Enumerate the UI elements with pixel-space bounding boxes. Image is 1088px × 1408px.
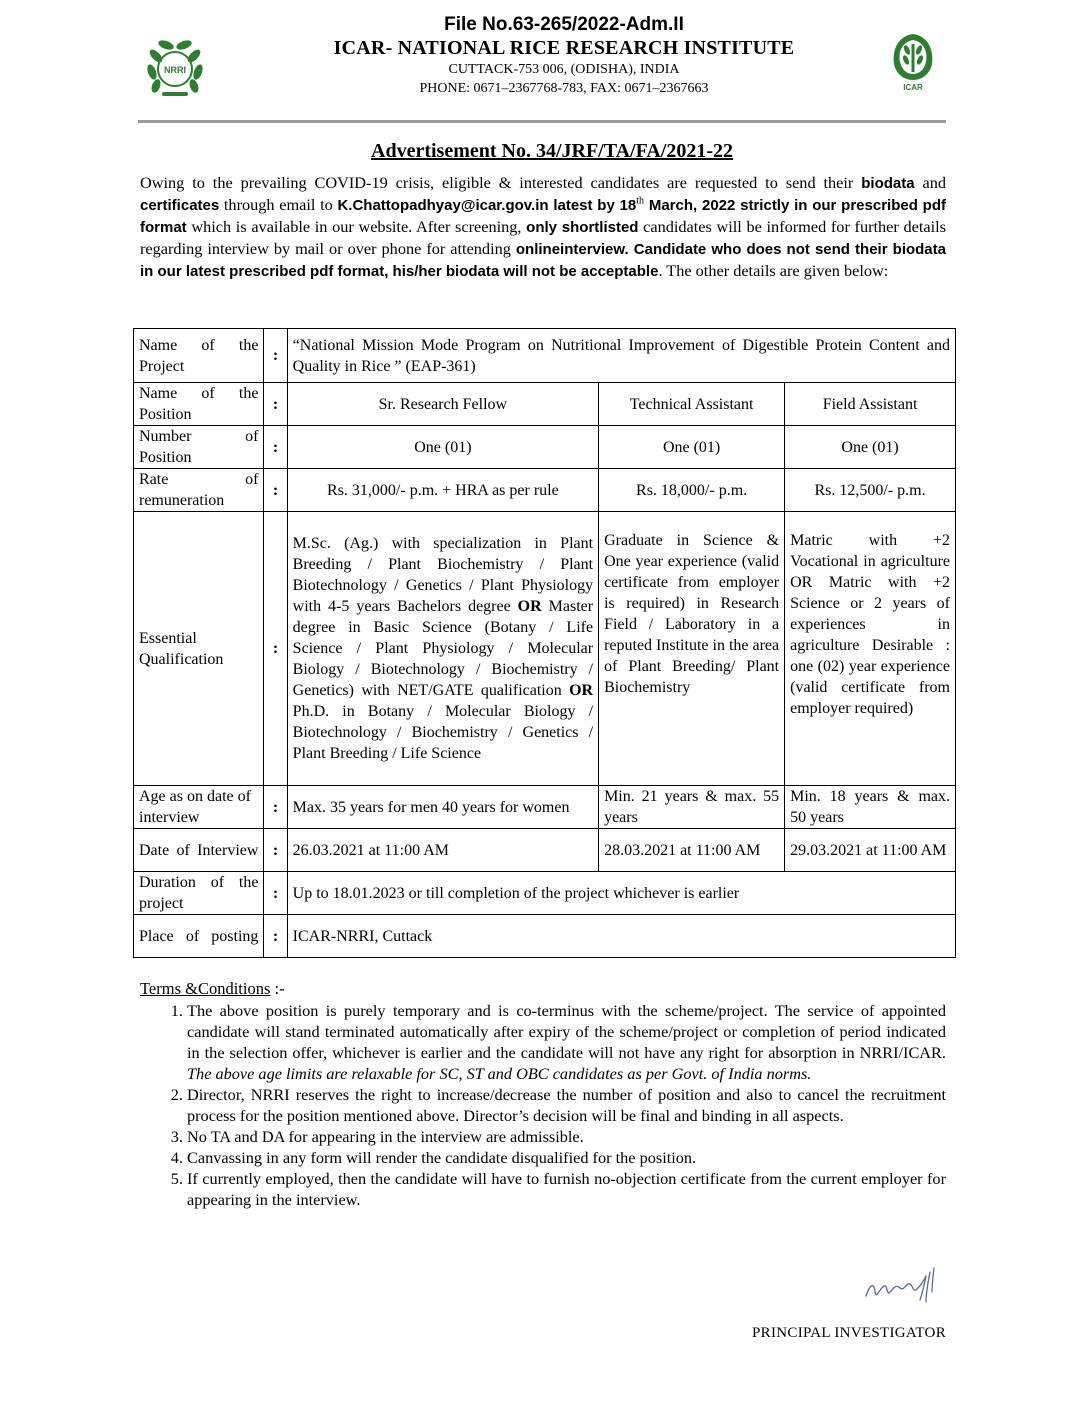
letterhead bbox=[0, 14, 1088, 98]
place-of-posting: ICAR-NRRI, Cuttack bbox=[287, 915, 955, 958]
table-row bbox=[134, 915, 956, 958]
terms-heading-text: Terms &Conditions bbox=[140, 979, 271, 998]
intro-text: candidates will be informed for further details regarding interview by mail or over phone for attending bbox=[140, 217, 946, 258]
contact-email-deadline: K.Chattopadhyay@icar.gov.in latest by 18 bbox=[337, 197, 637, 214]
position-ta: Technical Assistant bbox=[599, 383, 785, 426]
header-divider bbox=[138, 120, 946, 123]
table-row bbox=[134, 786, 956, 829]
age-fa: Min. 18 years & max. 50 years bbox=[785, 786, 956, 829]
row-colon: : bbox=[264, 512, 287, 786]
row-label-text: Age as on date of interview bbox=[139, 788, 251, 826]
intro-text: and bbox=[914, 173, 947, 192]
rate-ta: Rs. 18,000/- p.m. bbox=[599, 469, 785, 512]
term-italic-note: The above age limits are relaxable for SC, ST and OBC candidates as per Govt. of India norms. bbox=[187, 1064, 812, 1083]
qualification-text: Master degree in Basic Science (Botany / Life Science / Plant Physiology / Molecular Biology / Biotechnology / Biochemistry / Genetics) with NET/GATE qualification bbox=[292, 598, 594, 699]
qualification-text: Ph.D. in Botany / Molecular Biology / Biotechnology / Biochemistry / Genetics / Plant Breeding / Life Science bbox=[292, 703, 594, 762]
table-row bbox=[134, 383, 956, 426]
institute-address: CUTTACK-753 006, (ODISHA), INDIA bbox=[448, 62, 680, 77]
position-fa: Field Assistant bbox=[785, 383, 956, 426]
age-ta: Min. 21 years & max. 55 years bbox=[599, 786, 785, 829]
row-label: Rate of remuneration bbox=[134, 469, 264, 512]
row-label: Duration of the project bbox=[134, 872, 264, 915]
list-item: 3. No TA and DA for appearing in the interview are admissible. bbox=[187, 1126, 946, 1147]
row-label bbox=[134, 786, 264, 829]
age-srf: Max. 35 years for men 40 years for women bbox=[287, 786, 598, 829]
intro-bold-text: only shortlisted bbox=[526, 219, 639, 236]
terms-heading-suffix: :- bbox=[270, 979, 285, 998]
intro-text: which is available in our website. After screening, bbox=[186, 217, 527, 236]
date-superscript: th bbox=[636, 195, 645, 207]
file-number: File No.63-265/2022-Adm.II bbox=[444, 14, 684, 35]
row-colon: : bbox=[264, 469, 287, 512]
signature bbox=[860, 1262, 950, 1312]
row-colon: : bbox=[264, 915, 287, 958]
list-item: 4. Canvassing in any form will render the candidate disqualified for the position. bbox=[187, 1147, 946, 1168]
intro-text: Owing to the prevailing COVID-19 crisis, eligible & interested candidates are requested to send their bbox=[140, 173, 854, 192]
svg-text:NRRI: NRRI bbox=[164, 65, 186, 75]
row-label bbox=[134, 512, 264, 786]
number-srf: One (01) bbox=[287, 426, 598, 469]
qualification-or: OR bbox=[517, 598, 542, 615]
number-fa: One (01) bbox=[785, 426, 956, 469]
terms-list bbox=[140, 1000, 946, 1210]
row-colon: : bbox=[264, 383, 287, 426]
terms-heading bbox=[140, 979, 285, 999]
row-colon: : bbox=[264, 329, 287, 383]
intro-bold-text: onlineinterview. Candidate who does not send their biodata in our latest prescribed pdf format, his/her biodata will not be acceptable bbox=[140, 241, 946, 280]
date-srf: 26.03.2021 at 11:00 AM bbox=[287, 829, 598, 872]
position-srf: Sr. Research Fellow bbox=[287, 383, 598, 426]
intro-bold-text: March, 2022 strictly in our prescribed pdf format bbox=[140, 197, 946, 236]
date-ta: 28.03.2021 at 11:00 AM bbox=[599, 829, 785, 872]
positions-table bbox=[133, 328, 956, 958]
table-row bbox=[134, 829, 956, 872]
row-label: Number of Position bbox=[134, 426, 264, 469]
row-colon: : bbox=[264, 426, 287, 469]
row-colon: : bbox=[264, 786, 287, 829]
row-colon: : bbox=[264, 829, 287, 872]
intro-bold-text: certificates bbox=[140, 197, 220, 214]
rate-srf: Rs. 31,000/- p.m. + HRA as per rule bbox=[287, 469, 598, 512]
date-fa: 29.03.2021 at 11:00 AM bbox=[785, 829, 956, 872]
principal-investigator: PRINCIPAL INVESTIGATOR bbox=[752, 1325, 946, 1341]
intro-text: . The other details are given below: bbox=[658, 261, 889, 280]
table-row bbox=[134, 512, 956, 786]
qualification-or: OR bbox=[569, 682, 594, 699]
svg-text:ICAR: ICAR bbox=[903, 83, 923, 92]
list-item: 5. If currently employed, then the candidate will have to furnish no-objection certificate from the current employer for appearing in the interview. bbox=[187, 1168, 946, 1210]
table-row bbox=[134, 872, 956, 915]
list-item bbox=[187, 1000, 946, 1084]
rate-fa: Rs. 12,500/- p.m. bbox=[785, 469, 956, 512]
institute-phone: PHONE: 0671–2367768-783, FAX: 0671–2367663 bbox=[419, 81, 709, 96]
table-row bbox=[134, 469, 956, 512]
row-label: Place of posting bbox=[134, 915, 264, 958]
row-colon: : bbox=[264, 872, 287, 915]
advertisement-title: Advertisement No. 34/JRF/TA/FA/2021-22 bbox=[371, 140, 733, 162]
qualification-text: M.Sc. (Ag.) with specialization in Plant Breeding / Plant Biochemistry / Plant Biotechnology / Genetics / Plant Physiology with 4-5 years Bachelors degree bbox=[292, 535, 594, 615]
table-row bbox=[134, 329, 956, 383]
number-ta: One (01) bbox=[599, 426, 785, 469]
row-label: Date of Interview bbox=[134, 829, 264, 872]
list-item: 2. Director, NRRI reserves the right to increase/decrease the number of position and also to cancel the recruitment process for the position mentioned above. Director’s decision will be final and binding in all aspects. bbox=[187, 1084, 946, 1126]
qualification-srf bbox=[287, 512, 598, 786]
term-text: The above position is purely temporary and is co-terminus with the scheme/project. The service of appointed candidate will stand terminated automatically after expiry of the scheme/project or completion of period indicated in the selection offer, whichever is earlier and the candidate will not have any right for absorption in NRRI/ICAR. bbox=[187, 1001, 946, 1062]
project-duration: Up to 18.01.2023 or till completion of the project whichever is earlier bbox=[287, 872, 955, 915]
intro-text: through email to bbox=[219, 195, 338, 214]
intro-paragraph bbox=[140, 172, 946, 282]
qualification-fa: Matric with +2 Vocational in agriculture OR Matric with +2 Science or 2 years of experiences in agriculture Desirable : one (02) year experience (valid certificate from employer required) bbox=[785, 512, 956, 786]
table-row bbox=[134, 426, 956, 469]
intro-bold-text: biodata bbox=[861, 175, 915, 192]
row-label: Name of the Position bbox=[134, 383, 264, 426]
row-label-text: Essential Qualification bbox=[139, 629, 224, 668]
qualification-ta: Graduate in Science & One year experience (valid certificate from employer is required) in Research Field / Laboratory in a reputed Institute in the area of Plant Breeding/ Plant Biochemistry bbox=[599, 512, 785, 786]
project-name: “National Mission Mode Program on Nutritional Improvement of Digestible Protein Content and Quality in Rice ” (EAP-361) bbox=[287, 329, 955, 383]
institute-name: ICAR- NATIONAL RICE RESEARCH INSTITUTE bbox=[333, 37, 795, 59]
row-label: Name of the Project bbox=[134, 329, 264, 383]
